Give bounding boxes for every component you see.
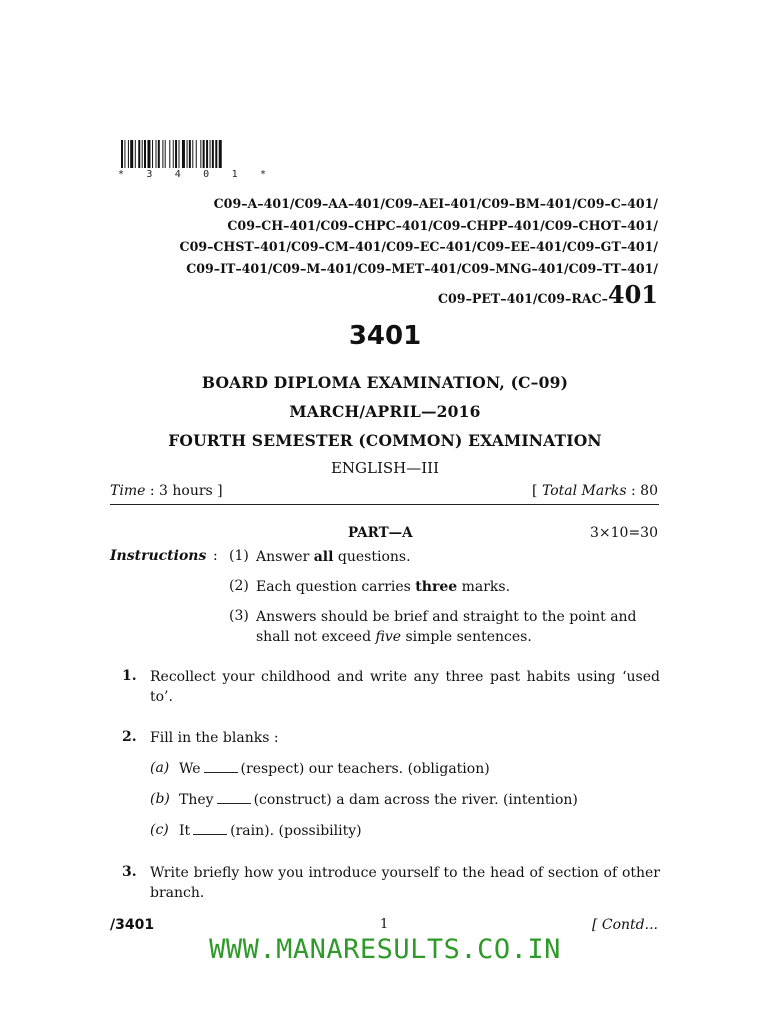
sub-question-label: (a) <box>150 760 170 776</box>
blank-line <box>204 760 238 773</box>
instruction-line: Answers should be brief and straight to the point and <box>256 609 637 625</box>
paper-code: 3401 <box>348 321 422 351</box>
barcode-digit: * <box>259 169 266 180</box>
sub-question-pre: They <box>179 792 214 808</box>
instruction-italic: five <box>375 628 402 645</box>
sub-question-post: (respect) our teachers. (obligation) <box>240 761 490 777</box>
barcode-digit: 1 <box>231 169 238 180</box>
board-heading: BOARD DIPLOMA EXAMINATION, (C–09) <box>201 373 569 392</box>
sub-question-text <box>179 791 578 808</box>
instruction-text <box>256 578 661 598</box>
blank-line <box>193 822 227 835</box>
sub-question-post: (rain). (possibility) <box>230 823 362 839</box>
page-number: 1 <box>380 917 389 932</box>
instruction-number: (1) <box>229 548 249 564</box>
semester-heading: FOURTH SEMESTER (COMMON) EXAMINATION <box>168 431 602 450</box>
branch-codes <box>180 193 658 310</box>
instruction-number: (2) <box>229 578 249 594</box>
code-line-big: 401 <box>607 280 658 309</box>
instruction-text <box>256 608 661 647</box>
code-line: C09–CH–401/C09–CHPC–401/C09–CHPP–401/C09–CHOT–401/ <box>227 217 658 233</box>
instruction-pre: Each question carries <box>256 579 416 595</box>
time-info <box>110 483 223 499</box>
barcode-digit: 0 <box>203 169 210 180</box>
sub-question-text <box>179 822 362 839</box>
continued-text: [ Contd... <box>591 917 658 933</box>
instruction-text <box>256 548 661 568</box>
marks-value: : 80 <box>626 483 658 499</box>
barcode-digit: 4 <box>174 169 181 180</box>
instruction-pre: shall not exceed <box>256 628 376 645</box>
instruction-pre: Answer <box>256 549 314 565</box>
footer-paper-code: /3401 <box>110 917 155 933</box>
time-value: : 3 hours ] <box>149 483 223 499</box>
time-label: Time <box>110 483 146 499</box>
sub-question-pre: It <box>179 823 191 839</box>
sub-question-post: (construct) a dam across the river. (intention) <box>253 792 578 808</box>
code-line-last <box>180 280 658 310</box>
instructions-colon: : <box>213 548 218 564</box>
question-text: Recollect your childhood and write any three past habits using ‘used to’. <box>150 669 660 705</box>
marks-label: Total Marks <box>541 483 627 499</box>
part-title: PART—A <box>348 525 413 541</box>
marks-prefix: [ <box>532 483 542 499</box>
barcode-digit: * <box>118 169 125 180</box>
instruction-bold: all <box>313 549 334 565</box>
question-number: 1. <box>122 668 137 684</box>
code-line: C09–A–401/C09–AA–401/C09–AEI–401/C09–BM–401/C09–C–401/ <box>213 196 658 211</box>
session-heading: MARCH/APRIL—2016 <box>289 402 481 421</box>
instruction-line <box>256 628 661 648</box>
part-marks: 3×10=30 <box>590 525 658 541</box>
watermark-url: WWW.MANARESULTS.CO.IN <box>209 934 561 965</box>
barcode-digit: 3 <box>146 169 153 180</box>
barcode <box>121 140 261 168</box>
instructions-label: Instructions <box>110 548 207 564</box>
instruction-post: questions. <box>333 549 411 565</box>
code-line: C09–CHST–401/C09–CM–401/C09–EC–401/C09–EE–401/C09–GT–401/ <box>179 239 658 254</box>
sub-question-text <box>179 760 490 777</box>
subject-heading: ENGLISH—III <box>330 459 440 477</box>
instruction-post: simple sentences. <box>401 628 532 645</box>
sub-question-pre: We <box>179 761 201 777</box>
question-number: 3. <box>122 864 137 880</box>
sub-question-label: (c) <box>150 822 169 838</box>
blank-line <box>217 791 251 804</box>
instruction-bold: three <box>415 579 458 595</box>
question-text: Write briefly how you introduce yourself to the head of section of other branch. <box>150 865 660 901</box>
code-line: C09–IT–401/C09–M–401/C09–MET–401/C09–MNG–401/C09–TT–401/ <box>186 260 658 276</box>
question-text: Fill in the blanks : <box>150 730 279 746</box>
instruction-number: (3) <box>229 608 249 624</box>
question-number: 2. <box>122 729 137 745</box>
divider <box>110 504 659 505</box>
barcode-digits <box>118 169 266 180</box>
continued-note <box>592 917 658 933</box>
total-marks-info <box>532 483 658 499</box>
sub-question-label: (b) <box>150 791 170 807</box>
code-line-prefix: C09–PET–401/C09–RAC– <box>438 291 608 306</box>
instruction-post: marks. <box>457 579 511 595</box>
